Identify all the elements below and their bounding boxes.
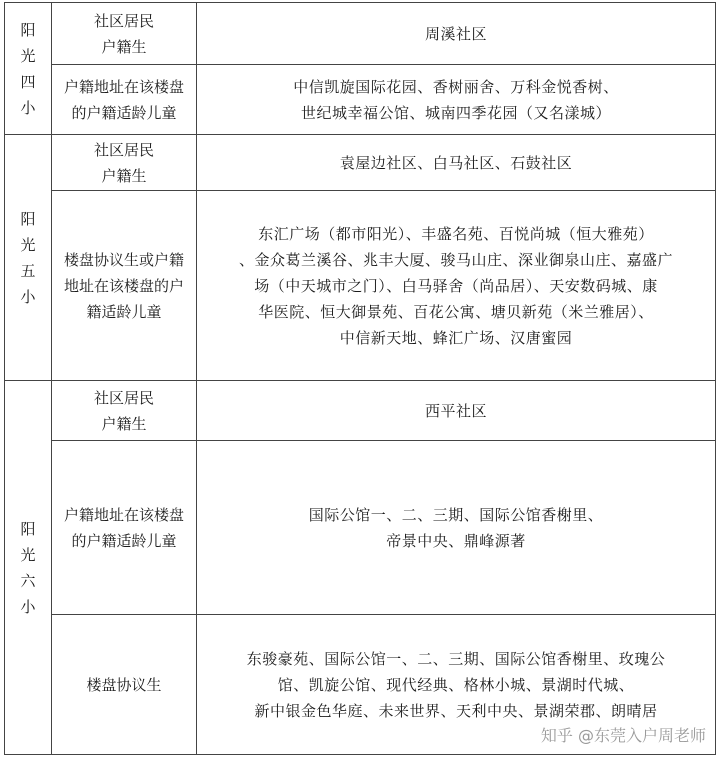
category-cell [52, 615, 197, 755]
category-cell [52, 381, 197, 441]
school-zone-table [4, 2, 716, 755]
category-text: 社区居民 户籍生 [93, 388, 154, 433]
category-cell [52, 65, 197, 135]
school-name-char: 小 [20, 98, 36, 117]
school-name-char: 四 [20, 72, 36, 91]
school-name-char: 阳 [20, 209, 36, 228]
table-row [5, 65, 716, 135]
table-row [5, 3, 716, 65]
content-cell [197, 381, 716, 441]
content-text: 周溪社区 [424, 24, 487, 43]
content-cell [197, 65, 716, 135]
school-name-char: 阳 [20, 519, 36, 538]
table-row [5, 191, 716, 381]
content-cell [197, 191, 716, 381]
category-cell [52, 135, 197, 191]
content-text: 东汇广场（都市阳光）、丰盛名苑、百悦尚城（恒大雅苑） 、金众葛兰溪谷、兆丰大厦、骏马山庄、深业御泉山庄、嘉盛广 场（中天城市之门）、白马驿舍（尚品居）、天安数码城、康 华医院、恒大御景苑、百花公寓、塘贝新苑（米兰雅居）、 中信新天地、蜂汇广场、汉唐蜜园 [238, 224, 673, 347]
content-text: 中信凯旋国际花园、香树丽舍、万科金悦香树、 世纪城幸福公馆、城南四季花园（又名漾城） [293, 77, 619, 122]
school-name-char: 光 [20, 46, 36, 65]
school-name-cell [5, 135, 52, 381]
school-name-char: 五 [20, 261, 36, 280]
category-text: 户籍地址在该楼盘 的户籍适龄儿童 [63, 77, 184, 122]
category-cell [52, 191, 197, 381]
content-text: 国际公馆一、二、三期、国际公馆香榭里、 帝景中央、鼎峰源著 [308, 505, 604, 550]
school-name-char: 光 [20, 235, 36, 254]
content-cell [197, 441, 716, 615]
school-name-char: 六 [20, 571, 36, 590]
category-text: 楼盘协议生或户籍 地址在该楼盘的户 籍适龄儿童 [63, 250, 184, 321]
category-text: 户籍地址在该楼盘 的户籍适龄儿童 [63, 505, 184, 550]
content-text: 东骏豪苑、国际公馆一、二、三期、国际公馆香榭里、玫瑰公 馆、凯旋公馆、现代经典、格林小城、景湖时代城、 新中银金色华庭、未来世界、天利中央、景湖荣郡、朗晴居 [246, 649, 666, 720]
category-text: 楼盘协议生 [86, 675, 162, 694]
school-name-char: 小 [20, 287, 36, 306]
table-row [5, 135, 716, 191]
category-text: 社区居民 户籍生 [93, 11, 154, 56]
school-name-char: 阳 [20, 20, 36, 39]
school-name-cell [5, 3, 52, 135]
table-row [5, 381, 716, 441]
watermark: 知乎 @东莞入户周老师 [540, 726, 706, 745]
content-cell [197, 3, 716, 65]
school-name-cell [5, 381, 52, 755]
table-row [5, 441, 716, 615]
category-cell [52, 3, 197, 65]
category-text: 社区居民 户籍生 [93, 140, 154, 185]
content-text: 袁屋边社区、白马社区、石鼓社区 [339, 153, 573, 172]
school-name-char: 小 [20, 597, 36, 616]
content-text: 西平社区 [424, 401, 487, 420]
content-cell [197, 135, 716, 191]
school-name-char: 光 [20, 545, 36, 564]
category-cell [52, 441, 197, 615]
